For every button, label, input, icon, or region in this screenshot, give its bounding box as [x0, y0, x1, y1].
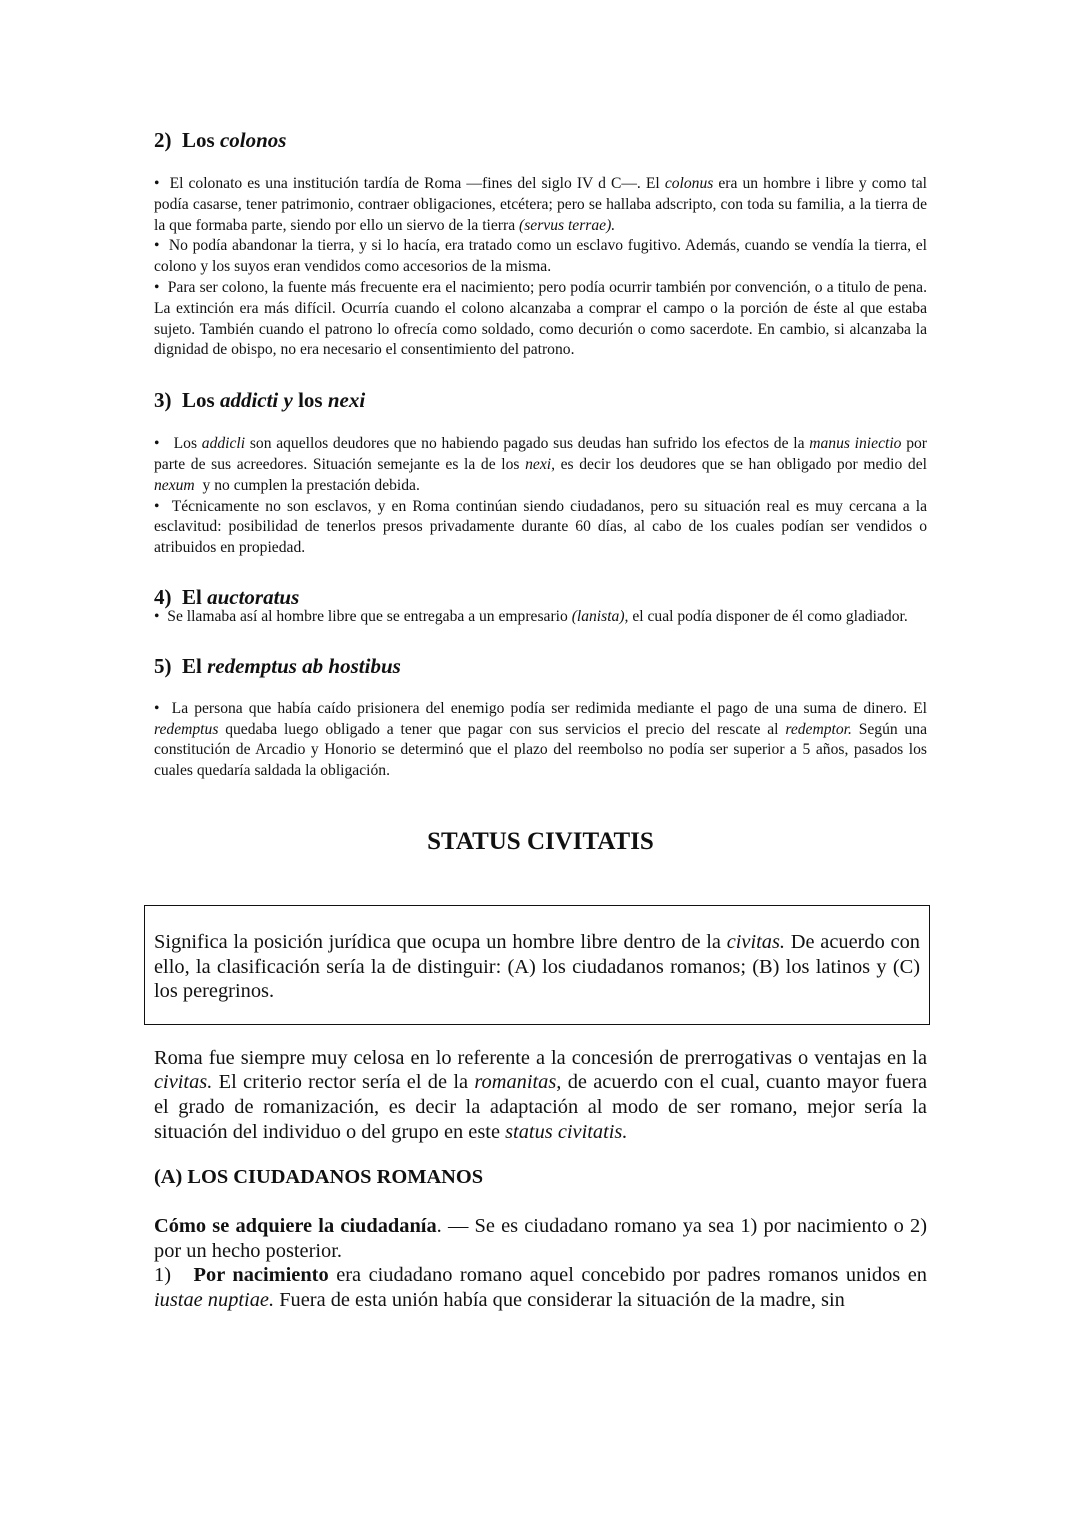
heading-number: 3): [154, 388, 172, 413]
text: El criterio rector sería el de la: [218, 1071, 469, 1094]
text: quedaba luego obligado a tener que pagar con sus servicios el precio del rescate al: [225, 720, 779, 738]
page-title: STATUS CIVITATIS: [427, 827, 654, 855]
text: son aquellos deudores que no habiendo pagado sus deudas han sufrido los efectos de la: [249, 435, 805, 453]
text: Según una constitución de Arcadio y Honorio se determinó que el plazo del reembolso no podía ser superior a 5 años, pasados los cuales quedaría saldada la obligación.: [154, 720, 928, 780]
italic-term: civitas.: [154, 1071, 213, 1094]
section-heading-ciudadanos: (A) LOS CIUDADANOS ROMANOS: [154, 1166, 484, 1189]
text: Roma fue siempre muy celosa en lo referente a la concesión de prerrogativas o ventajas en la: [154, 1046, 927, 1069]
text: La persona que había caído prisionera del enemigo podía ser redimida mediante el pago de una suma de dinero. El: [171, 699, 928, 717]
italic-term: iustae nuptiae.: [154, 1288, 275, 1311]
text: de acuerdo con el cual, cuanto mayor fuera el grado de romanización, es decir la adaptación al modo de ser romano, mejor sería la situación del individuo o del grupo en este: [154, 1071, 928, 1143]
section-body-addicti: [154, 434, 927, 559]
text: Fuera de esta unión había que considerar la situación de la madre, sin: [279, 1288, 845, 1311]
section-heading-redemptus: [154, 652, 927, 680]
italic-term: manus iniectio: [809, 435, 902, 453]
intro-paragraph: [154, 1046, 927, 1144]
heading-text: Los: [182, 128, 215, 152]
paragraph: [154, 497, 927, 559]
heading-italic: colonos: [219, 128, 287, 152]
bullet-icon: •: [154, 435, 160, 453]
paragraph: [154, 174, 927, 236]
bullet-icon: •: [154, 699, 160, 717]
text: es decir los deudores que se han obligado por medio del: [560, 455, 927, 473]
bullet-icon: •: [154, 607, 160, 625]
text: por parte de sus acreedores. Situación semejante es la de los: [154, 435, 927, 473]
italic-term: addicli: [201, 435, 246, 453]
italic-term: romanitas,: [474, 1071, 562, 1094]
bold-term: Por nacimiento: [193, 1264, 329, 1287]
paragraph: [154, 607, 927, 628]
definition-text: [154, 930, 920, 1004]
bullet-icon: •: [154, 278, 160, 296]
italic-term: redemptus: [154, 720, 219, 738]
heading-text: los: [298, 388, 323, 413]
heading-text: Los: [182, 388, 215, 413]
text: No podía abandonar la tierra, y si lo hacía, era tratado como un esclavo fugitivo. Además, cuando se vendía la tierra, el colono y los suyos eran vendidos como accesorios de la misma.: [154, 237, 928, 276]
section-body-auctoratus: [154, 607, 927, 628]
italic-term: nexum: [154, 476, 195, 494]
section-body-colonos: [154, 174, 927, 361]
bullet-icon: •: [154, 237, 160, 255]
heading-italic: nexi: [327, 388, 366, 413]
list-number: 1): [154, 1264, 171, 1287]
italic-term: status civitatis.: [505, 1120, 628, 1143]
paragraph: [154, 434, 927, 496]
heading-text: El: [182, 584, 202, 609]
text: era un hombre i libre y como tal podía casarse, tener patrimonio, contraer obligaciones, etcétera; pero se hallaba adscripto, con toda su familia, a la tierra de la que formaba parte, siendo por ello un siervo de la tierra: [154, 175, 927, 234]
italic-term: redemptor.: [785, 720, 852, 738]
text: Técnicamente no son esclavos, y en Roma continúan siendo ciudadanos, pero su situación real es muy cercana a la esclavitud: posibilidad de tenerlos presos privadamente durante 60 días, al cabo de los cuales podían ser vendidos o atribuidos en propiedad.: [154, 497, 928, 557]
definition-box: [144, 905, 930, 1025]
section-heading-colonos: [154, 126, 927, 154]
section-heading-addicti: [154, 386, 927, 414]
text: El colonato es una institución tardía de Roma —fines del siglo IV d C—. El: [169, 175, 660, 192]
text: De acuerdo con ello, la clasificación sería la de distinguir: (A) los ciudadanos romanos; (B) los latinos y (C) los peregrinos.: [154, 930, 920, 1003]
birth-paragraph: [154, 1263, 927, 1312]
text: era ciudadano romano aquel concebido por padres romanos unidos en: [336, 1264, 927, 1287]
bullet-icon: •: [154, 497, 160, 515]
bold-term: Cómo se adquiere la ciudadanía: [154, 1215, 437, 1238]
text: Se llamaba así al hombre libre que se entregaba a un empresario: [167, 607, 568, 625]
text: y no cumplen la prestación debida.: [202, 476, 420, 494]
acquisition-paragraph: [154, 1214, 927, 1263]
heading-number: 2): [154, 128, 172, 152]
heading-italic: addicti: [219, 388, 279, 413]
italic-term: nexi,: [525, 455, 555, 473]
italic-term: civitas.: [726, 930, 786, 953]
heading-text: El: [182, 653, 202, 678]
text: Significa la posición jurídica que ocupa un hombre libre dentro de la: [154, 930, 721, 953]
text: Para ser colono, la fuente más frecuente era el nacimiento; pero podía ocurrir también por convención, o a titulo de pena. La extinción era más difícil. Ocurría cuando el colono alcanzaba a comprar el campo o la porción de éste al que estaba sujeto. También cuando el patrono lo ofrecía como soldado, como decurión o como sacerdote. En cambio, si alcanzaba la dignidad de obispo, no era necesario el consentimiento del patrono.: [154, 278, 928, 359]
document-page: [154, 126, 927, 1312]
section-body-redemptus: [154, 699, 927, 782]
text: el cual podía disponer de él como gladiador.: [632, 607, 908, 625]
italic-term: (lanista),: [571, 607, 629, 625]
text: . — Se es ciudadano romano ya sea 1) por nacimiento o 2) por un hecho posterior.: [154, 1215, 927, 1262]
italic-term: colonus: [664, 175, 714, 192]
text: Los: [173, 435, 198, 453]
paragraph: [154, 699, 927, 782]
paragraph: [154, 236, 927, 278]
heading-number: 4): [154, 584, 172, 609]
heading-italic: auctoratus: [207, 584, 300, 609]
heading-number: 5): [154, 653, 172, 678]
heading-italic: redemptus ab hostibus: [207, 653, 401, 678]
heading-italic: y: [283, 388, 293, 413]
paragraph: [154, 278, 927, 361]
italic-term: (servus terrae).: [519, 216, 616, 234]
bullet-icon: •: [154, 175, 160, 192]
